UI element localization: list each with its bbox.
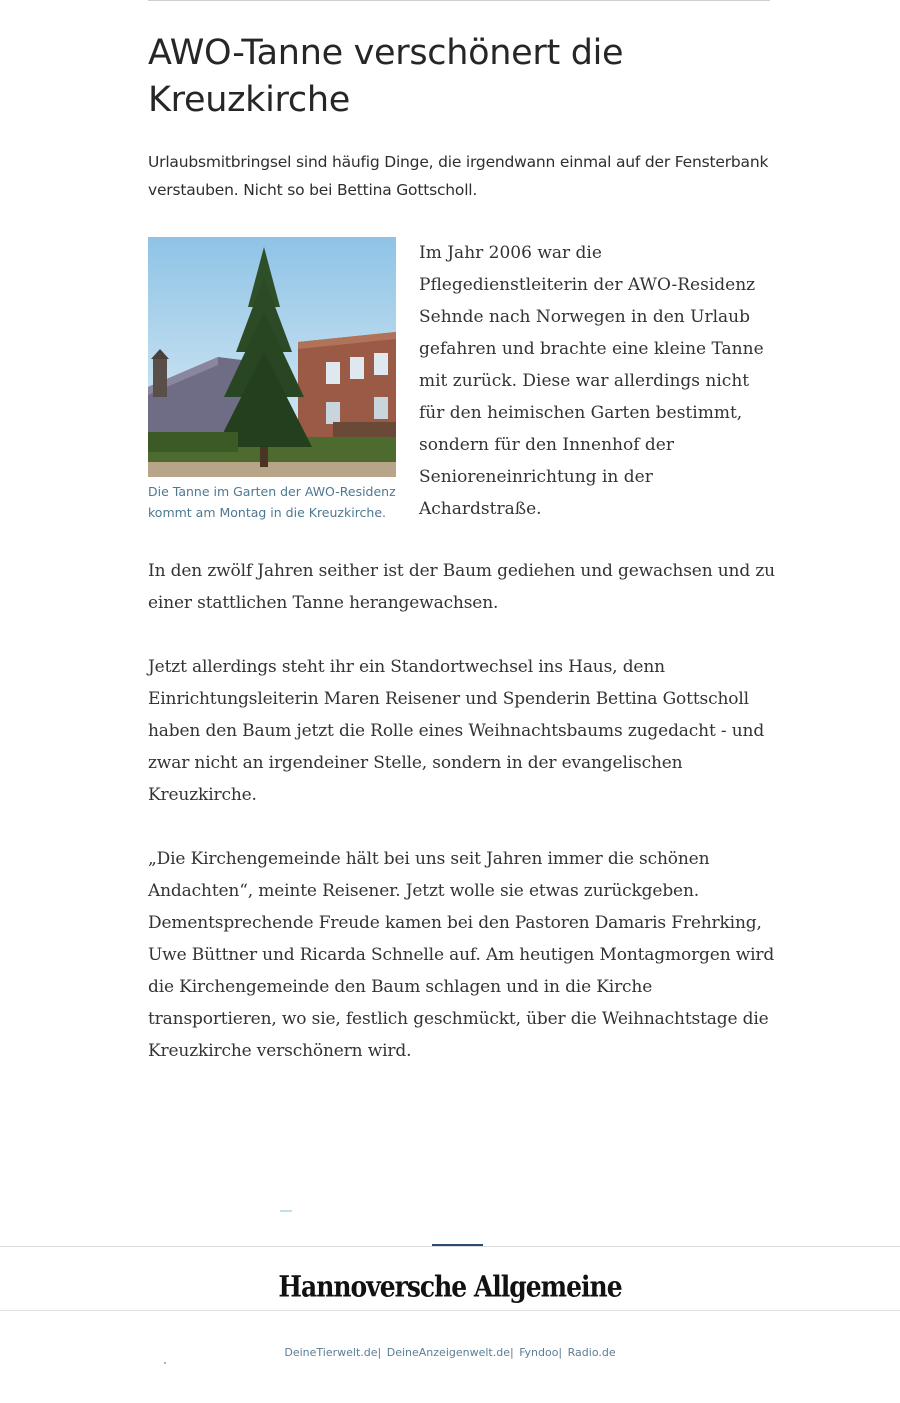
paragraph-3: Jetzt allerdings steht ihr ein Standortwechsel ins Haus, denn Einrichtungsleiterin Maren Reisener und Spenderin Bettina Gottscholl haben den Baum jetzt die Rolle eines Weihnachtsbaums zugedacht - und zwar nicht an irgendeiner Stelle, sondern in der evangelischen Kreuzkirche. xyxy=(148,657,765,805)
footer-divider-lower xyxy=(0,1310,900,1311)
scan-artifact xyxy=(280,1210,292,1212)
top-divider xyxy=(148,0,770,1)
image-caption: Die Tanne im Garten der AWO-Residenz kommt am Montag in die Kreuzkirche. xyxy=(148,484,396,520)
footer-accent-bar xyxy=(432,1244,483,1246)
newspaper-logo[interactable]: Hannoversche Allgemeine xyxy=(278,1269,622,1304)
article-lead: Urlaubsmitbringsel sind häufig Dinge, die irgendwann einmal auf der Fensterbank verstauben. Nicht so bei Bettina Gottscholl. xyxy=(148,153,769,199)
figure-section xyxy=(148,237,770,547)
footer-link-fyndoo[interactable]: Fyndoo| xyxy=(519,1346,563,1359)
paragraph-1: Im Jahr 2006 war die Pflegedienstleiterin der AWO-Residenz Sehnde nach Norwegen in den Urlaub gefahren und brachte eine kleine Tanne mit zurück. Diese war allerdings nicht für den heimischen Garten bestimmt, sondern für den Innenhof der Senioreneinrichtung in der Achardstraße. xyxy=(419,243,764,519)
footer-divider xyxy=(0,1246,900,1247)
article-headline: AWO-Tanne verschönert die Kreuzkirche xyxy=(148,33,624,120)
paragraph-4: „Die Kirchengemeinde hält bei uns seit Jahren immer die schönen Andachten“, meinte Reisener. Jetzt wolle sie etwas zurückgeben. Dementsprechende Freude kamen bei den Pastoren Damaris Frehrking, Uwe Büttner und Ricarda Schnelle auf. Am heutigen Montagmorgen wird die Kirchengemeinde den Baum schlagen und in die Kirche transportieren, wo sie, festlich geschmückt, über die Weihnachtstage die Kreuzkirche verschönern wird. xyxy=(148,849,775,1061)
footer-link-deinetierwelt[interactable]: DeineTierwelt.de| xyxy=(284,1346,382,1359)
article xyxy=(148,30,770,547)
scan-dot xyxy=(164,1362,166,1364)
article-body xyxy=(148,555,778,1099)
footer-link-radio[interactable]: Radio.de xyxy=(567,1346,616,1359)
paragraph-2: In den zwölf Jahren seither ist der Baum gediehen und gewachsen und zu einer stattlichen Tanne herangewachsen. xyxy=(148,561,775,613)
footer-links xyxy=(0,1346,900,1359)
footer-link-deineanzeigenwelt[interactable]: DeineAnzeigenwelt.de| xyxy=(386,1346,514,1359)
tree-photo-illustration xyxy=(148,237,396,477)
article-figure xyxy=(148,237,396,523)
tree-photo[interactable] xyxy=(148,237,396,477)
